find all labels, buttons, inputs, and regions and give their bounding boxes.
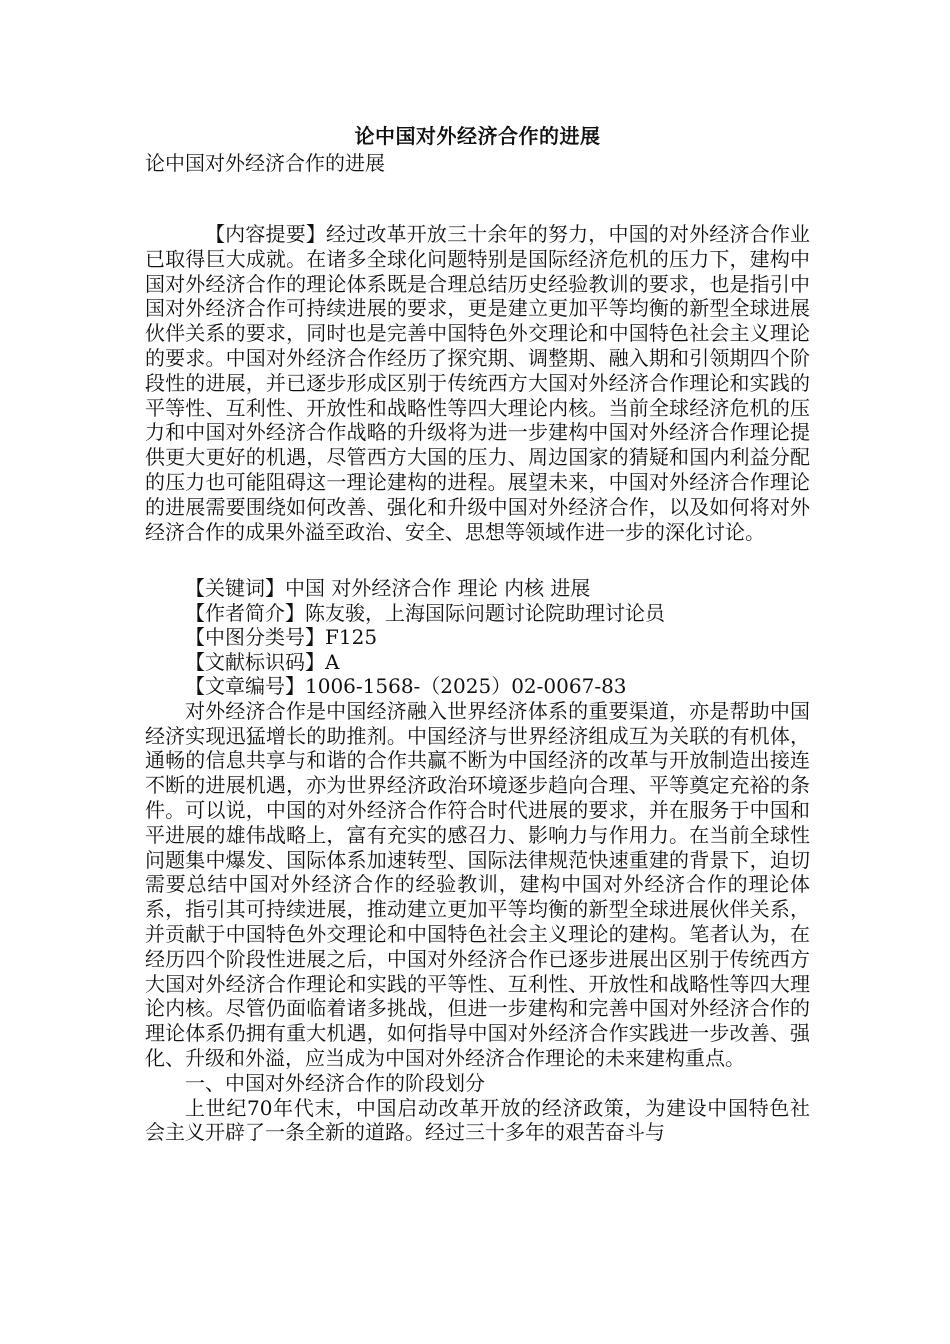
keywords-line: 【关键词】中国 对外经济合作 理论 内核 进展 <box>185 576 591 601</box>
clc-line: 【中图分类号】F125 <box>185 625 378 650</box>
doc-code-line: 【文献标识码】A <box>185 649 340 674</box>
document-page <box>145 122 810 1145</box>
section-paragraph: 上世纪70年代末，中国启动改革开放的经济政策，为建设中国特色社会主义开辟了一条全新的道路。经过三十多年的艰苦奋斗与 <box>145 1095 810 1145</box>
author-line: 【作者简介】陈友骏，上海国际问题讨论院助理讨论员 <box>185 600 665 625</box>
metadata-block <box>145 576 810 699</box>
intro-paragraph: 对外经济合作是中国经济融入世界经济体系的重要渠道，亦是帮助中国经济实现迅猛增长的助推剂。中国经济与世界经济组成互为关联的有机体，通畅的信息共享与和谐的合作共赢不断为中国经济的改革与开放制造出接连不断的进展机遇，亦为世界经济政治环境逐步趋向合理、平等奠定充裕的条件。可以说，中国的对外经济合作符合时代进展的要求，并在服务于中国和平进展的雄伟战略上，富有充实的感召力、影响力与作用力。在当前全球性问题集中爆发、国际体系加速转型、国际法律规范快速重建的背景下，迫切需要总结中国对外经济合作的经验教训，建构中国对外经济合作的理论体系，指引其可持续进展，推动建立更加平等均衡的新型全球进展伙伴关系，并贡献于中国特色外交理论和中国特色社会主义理论的建构。笔者认为，在经历四个阶段性进展之后，中国对外经济合作已逐步进展出区别于传统西方大国对外经济合作理论和实践的平等性、互利性、开放性和战略性等四大理论内核。尽管仍面临着诸多挑战，但进一步建构和完善中国对外经济合作的理论体系仍拥有重大机遇，如何指导中国对外经济合作实践进一步改善、强化、升级和外溢，应当成为中国对外经济合作理论的未来建构重点。 <box>145 698 810 1071</box>
document-title: 论中国对外经济合作的进展 <box>354 124 601 148</box>
abstract-paragraph: 【内容提要】经过改革开放三十余年的努力，中国的对外经济合作业已取得巨大成就。在诸多全球化问题特别是国际经济危机的压力下，建构中国对外经济合作的理论体系既是合理总结历史经验教训的要求，也是指引中国对外经济合作可持续进展的要求，更是建立更加平等均衡的新型全球进展伙伴关系的要求，同时也是完善中国特色外交理论和中国特色社会主义理论的要求。中国对外经济合作经历了探究期、调整期、融入期和引领期四个阶段性的进展，并已逐步形成区别于传统西方大国对外经济合作理论和实践的平等性、互利性、开放性和战略性等四大理论内核。当前全球经济危机的压力和中国对外经济合作战略的升级将为进一步建构中国对外经济合作理论提供更大更好的机遇，尽管西方大国的压力、周边国家的猜疑和国内利益分配的压力也可能阻碍这一理论建构的进程。展望未来，中国对外经济合作理论的进展需要围绕如何改善、强化和升级中国对外经济合作，以及如何将对外经济合作的成果外溢至政治、安全、思想等领域作进一步的深化讨论。 <box>145 222 810 544</box>
article-number-line: 【文章编号】1006-1568-（2025）02-0067-83 <box>185 674 627 699</box>
spacer <box>145 176 810 222</box>
document-subtitle: 论中国对外经济合作的进展 <box>145 151 385 175</box>
section-heading: 一、中国对外经济合作的阶段划分 <box>185 1070 485 1095</box>
